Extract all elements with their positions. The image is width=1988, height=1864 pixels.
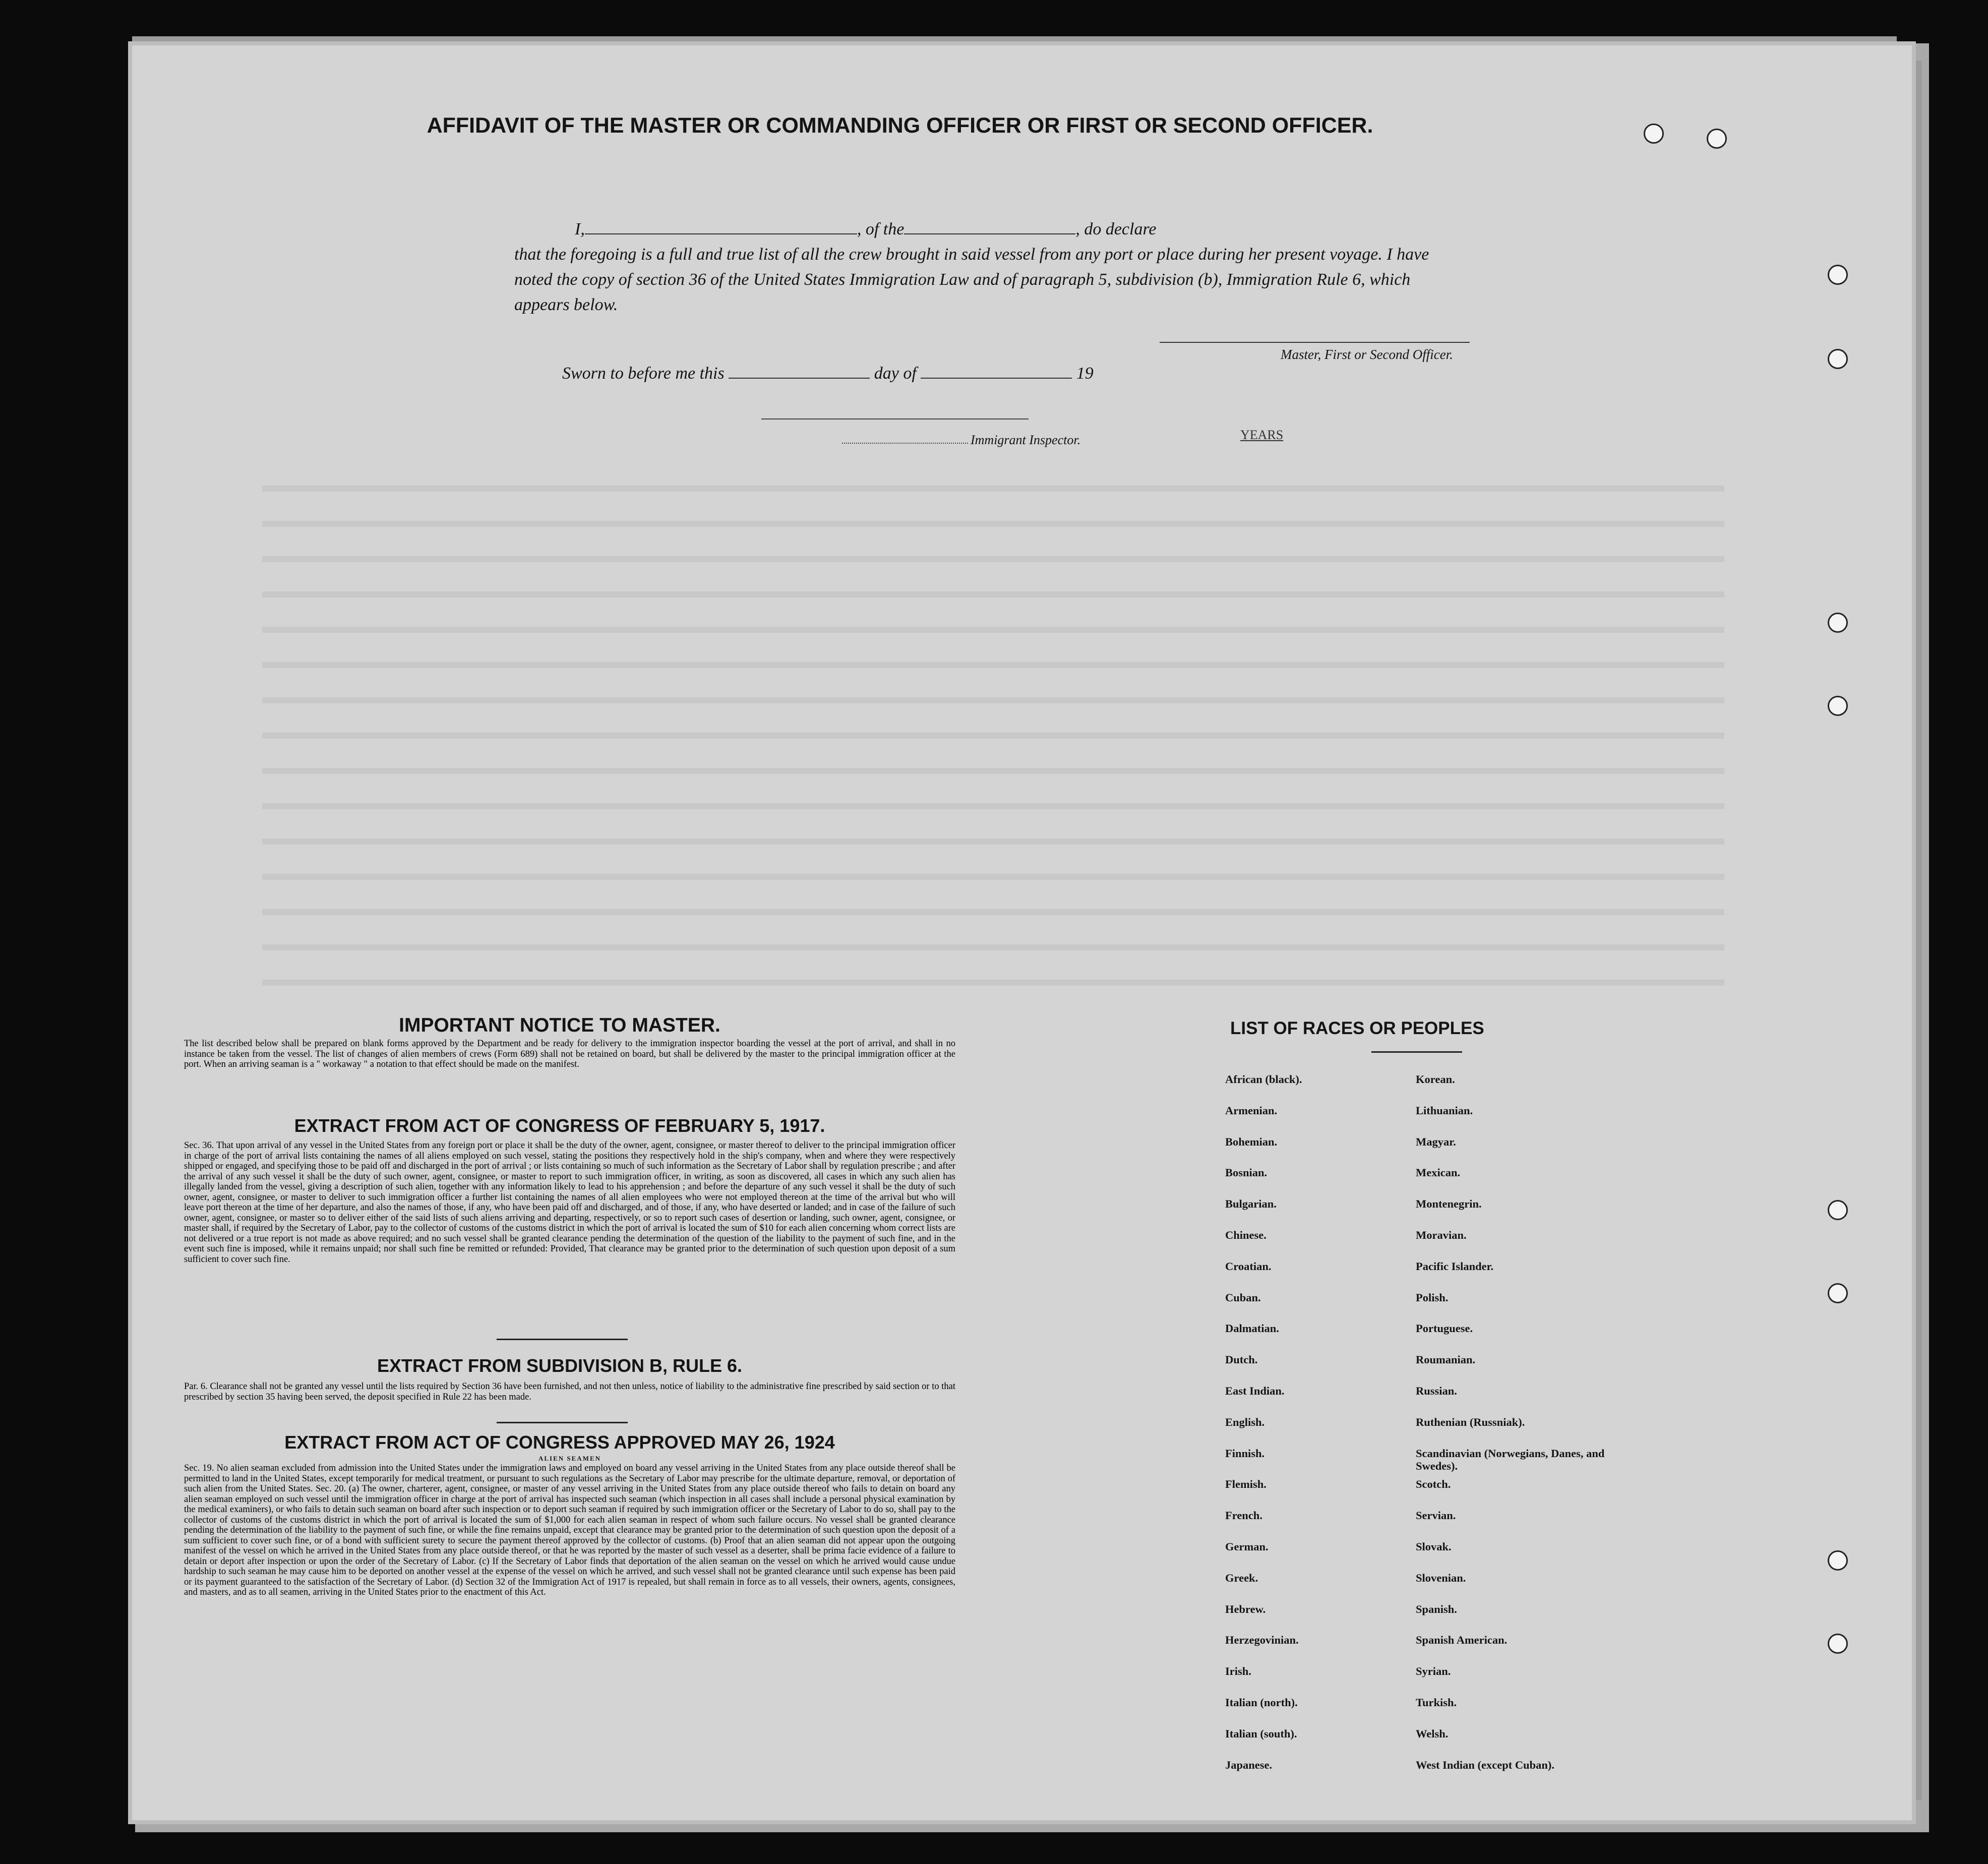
extract-1924-title: EXTRACT FROM ACT OF CONGRESS APPROVED MAY 26, 1924 xyxy=(284,1432,835,1453)
race-item: French. xyxy=(1225,1509,1262,1522)
race-item: Welsh. xyxy=(1416,1727,1449,1740)
race-item: Montenegrin. xyxy=(1416,1197,1482,1211)
punch-hole xyxy=(1828,349,1848,369)
sworn-day-of: day of xyxy=(874,364,917,383)
race-item: Polish. xyxy=(1416,1291,1449,1304)
affidavit-body: that the foregoing is a full and true list of all the crew brought in said vessel from any port or place during her present voyage. I have noted the copy of section 36 of the United States Immigration Law and of paragraph 5, subdivision (b), Immigration Rule 6, which appears below. xyxy=(514,245,1429,314)
extract-1917-body: Sec. 36. That upon arrival of any vessel in the United States from any foreign port or place it shall be the duty of the owner, agent, consignee, or master thereof to deliver to the principal immigration officer in charge of the port of arrival lists containing the names of all aliens employed on such vessel, stating the positions they respectively hold in the ship's company, when and where they were respectively shipped or engaged, and specifying those to be paid off and discharged in the port of arrival ; or lists containing so much of such information as the Secretary of Labor shall by regulation prescribe ; and after the arrival of any such vessel it shall be the duty of such owner, agent, consignee, or master to report to such immigration officer, in writing, as soon as discovered, all cases in which any such alien has illegally landed from the vessel, giving a description of such alien, together with any information likely to lead to his apprehension ; and before the departure of any such vessel it shall be the duty of such owner, agent, consignee, or master to deliver to such immigration officer a further list containing the names of all alien employees who were not employed thereon at the time of the arrival but who will leave port thereon at the time of her departure, and also the names of those, if any, who have been paid off and discharged, and of those, if any, who have deserted or landed; and in case of the failure of such owner, agent, consignee, or master so to deliver either of the said lists of such aliens arriving and departing, respectively, or so to report such cases of desertion or landing, such owner, agent, consignee, or master shall, if required by the Secretary of Labor, pay to the collector of customs of the customs district in which the port of arrival is located the sum of $10 for each alien concerning whom correct lists are not delivered or a true report is not made as above required; and no such vessel shall be granted clearance pending the determination of the question of the liability to the payment of such fine, and in the event such fine is imposed, while it remains unpaid; nor shall such fine be remitted or refunded: Provided, That clearance may be granted prior to the determination of such question upon deposit of a sum sufficient to cover such fine. xyxy=(184,1140,955,1265)
divider xyxy=(497,1422,628,1423)
race-item: Ruthenian (Russniak). xyxy=(1416,1415,1525,1428)
vessel-blank[interactable] xyxy=(904,233,1075,234)
extract-1917-title: EXTRACT FROM ACT OF CONGRESS OF FEBRUARY 5, 1917. xyxy=(294,1115,825,1136)
page-edge-right xyxy=(1916,61,1922,1800)
race-item: Lithuanian. xyxy=(1416,1104,1473,1117)
punch-hole xyxy=(1828,1550,1848,1571)
punch-hole xyxy=(1707,129,1727,149)
races-underline xyxy=(1371,1051,1462,1053)
separator-line xyxy=(761,418,1029,419)
race-item: Mexican. xyxy=(1416,1166,1461,1179)
race-item: Slovenian. xyxy=(1416,1571,1466,1584)
race-item: Croatian. xyxy=(1225,1259,1272,1273)
race-item: Moravian. xyxy=(1416,1228,1467,1241)
race-item: Chinese. xyxy=(1225,1228,1267,1241)
races-right-column xyxy=(1416,1073,1628,1789)
race-item: Irish. xyxy=(1225,1665,1251,1678)
race-item: German. xyxy=(1225,1540,1269,1553)
race-item: African (black). xyxy=(1225,1073,1302,1086)
race-item: Dutch. xyxy=(1225,1353,1258,1366)
signature-label: Master, First or Second Officer. xyxy=(1281,347,1453,362)
race-item: Scotch. xyxy=(1416,1478,1451,1491)
race-item: English. xyxy=(1225,1415,1265,1428)
race-item: Bohemian. xyxy=(1225,1135,1278,1148)
affidavit-of-the: , of the xyxy=(857,220,905,238)
affidavit-do-declare: , do declare xyxy=(1075,220,1157,238)
page-edge-top xyxy=(132,36,1897,41)
race-item: Scandinavian (Norwegians, Danes, and Swedes). xyxy=(1416,1447,1605,1472)
race-item: Flemish. xyxy=(1225,1478,1267,1491)
punch-hole xyxy=(1828,265,1848,285)
race-item: Greek. xyxy=(1225,1571,1258,1584)
years-label: YEARS xyxy=(1240,428,1284,442)
reverse-side-bleed-through xyxy=(262,456,1724,1011)
punch-hole xyxy=(1644,124,1664,144)
race-item: Portuguese. xyxy=(1416,1322,1473,1335)
races-title: LIST OF RACES OR PEOPLES xyxy=(1230,1018,1484,1038)
punch-hole xyxy=(1828,1634,1848,1654)
sworn-month-blank[interactable] xyxy=(921,378,1072,379)
extract-rule6-body: Par. 6. Clearance shall not be granted any vessel until the lists required by Section 36 have been furnished, and not then unless, notice of liability to the administrative fine prescribed by said section or to that prescribed by section 35 having been served, the deposit specified in Rule 22 has been made. xyxy=(184,1381,955,1402)
sworn-day-blank[interactable] xyxy=(729,378,870,379)
sworn-prefix: Sworn to before me this xyxy=(562,364,725,383)
race-item: Cuban. xyxy=(1225,1291,1261,1304)
race-item: Slovak. xyxy=(1416,1540,1452,1553)
punch-hole xyxy=(1828,613,1848,633)
extract-1924-subtitle: ALIEN SEAMEN xyxy=(538,1455,601,1462)
extract-rule6-title: EXTRACT FROM SUBDIVISION B, RULE 6. xyxy=(377,1355,743,1376)
race-item: Turkish. xyxy=(1416,1696,1457,1709)
sworn-year: 19 xyxy=(1076,364,1094,383)
signature-line[interactable] xyxy=(1160,342,1470,343)
name-blank[interactable] xyxy=(585,233,857,234)
inspector-label: Immigrant Inspector. xyxy=(971,433,1081,447)
race-item: Korean. xyxy=(1416,1073,1455,1086)
race-item: Servian. xyxy=(1416,1509,1456,1522)
notice-body: The list described below shall be prepared on blank forms approved by the Department and be ready for delivery to the immigration inspector boarding the vessel at the port of arrival, and shall in no instance be taken from the vessel. The list of changes of alien members of crews (Form 689) shall not be retained on board, but shall be delivered by the master to the principal immigration officer at the port. When an arriving seaman is a " workaway " a notation to that effect should be made on the manifest. xyxy=(184,1039,955,1069)
race-item: West Indian (except Cuban). xyxy=(1416,1758,1555,1771)
race-item: Hebrew. xyxy=(1225,1602,1266,1615)
divider xyxy=(497,1339,628,1340)
affidavit-i: I, xyxy=(575,220,585,238)
punch-hole xyxy=(1828,696,1848,716)
race-item: Russian. xyxy=(1416,1384,1457,1397)
notice-title: IMPORTANT NOTICE TO MASTER. xyxy=(399,1014,720,1036)
sworn-line xyxy=(562,364,1094,383)
race-item: Pacific Islander. xyxy=(1416,1259,1494,1273)
race-item: Italian (south). xyxy=(1225,1727,1297,1740)
races-left-column xyxy=(1225,1073,1392,1789)
race-item: Spanish. xyxy=(1416,1602,1457,1615)
race-item: Finnish. xyxy=(1225,1447,1265,1460)
race-item: Magyar. xyxy=(1416,1135,1456,1148)
affidavit-title: AFFIDAVIT OF THE MASTER OR COMMANDING OFFICER OR FIRST OR SECOND OFFICER. xyxy=(427,113,1373,138)
race-item: Roumanian. xyxy=(1416,1353,1476,1366)
race-item: Dalmatian. xyxy=(1225,1322,1279,1335)
punch-hole xyxy=(1828,1200,1848,1220)
affidavit-statement xyxy=(514,217,1457,318)
race-item: Herzegovinian. xyxy=(1225,1634,1299,1647)
punch-hole xyxy=(1828,1283,1848,1303)
race-item: Spanish American. xyxy=(1416,1634,1508,1647)
inspector-signature-line[interactable] xyxy=(842,443,968,444)
race-item: Italian (north). xyxy=(1225,1696,1298,1709)
race-item: East Indian. xyxy=(1225,1384,1285,1397)
race-item: Syrian. xyxy=(1416,1665,1451,1678)
extract-1924-body: Sec. 19. No alien seaman excluded from admission into the United States under the immigration laws and employed on board any vessel arriving in the United States from any place outside thereof shall be permitted to land in the United States, except temporarily for medical treatment, or pursuant to such regulations as the Secretary of Labor may prescribe for the ultimate departure, removal, or deportation of such alien from the United States. Sec. 20. (a) The owner, charterer, agent, consignee, or master of any vessel arriving in the United States from any place outside thereof who fails to detain on board any alien seaman employed on such vessel until the immigration officer in charge at the port of arrival has inspected such seaman (which inspection in all cases shall include a personal physical examination by the medical examiners), or who fails to detain such seaman on board after such inspection or to deport such seaman if required by such immigration officer or the Secretary of Labor to do so, shall pay to the collector of customs of the customs district in which the port of arrival is located the sum of $1,000 for each alien seaman in respect of whom such failure occurs. No vessel shall be granted clearance pending the determination of the liability to the payment of such fine, or while the fine remains unpaid, except that clearance may be granted prior to the determination of such question upon the deposit of a sum sufficient to cover such fine, or of a bond with sufficient surety to secure the payment thereof approved by the collector of customs. (b) Proof that an alien seaman did not appear upon the outgoing manifest of the vessel on which he arrived in the United States from any place outside thereof, or that he was reported by the master of such vessel as a deserter, shall be prima facie evidence of a failure to detain or deport after inspection or upon the order of the Secretary of Labor. (c) If the Secretary of Labor finds that deportation of the alien seaman on the vessel on which he arrived would cause undue hardship to such seaman he may cause him to be deported on another vessel at the expense of the vessel on which he arrived, and such vessel shall not be granted clearance until such expense has been paid or its payment guaranteed to the satisfaction of the Secretary of Labor. (d) Section 32 of the Immigration Act of 1917 is repealed, but shall remain in force as to all vessels, their owners, agents, consignees, and masters, and as to all seamen, arriving in the United States prior to the enactment of this Act. xyxy=(184,1463,955,1597)
race-item: Japanese. xyxy=(1225,1758,1273,1771)
race-item: Armenian. xyxy=(1225,1104,1278,1117)
race-item: Bulgarian. xyxy=(1225,1197,1277,1211)
race-item: Bosnian. xyxy=(1225,1166,1268,1179)
